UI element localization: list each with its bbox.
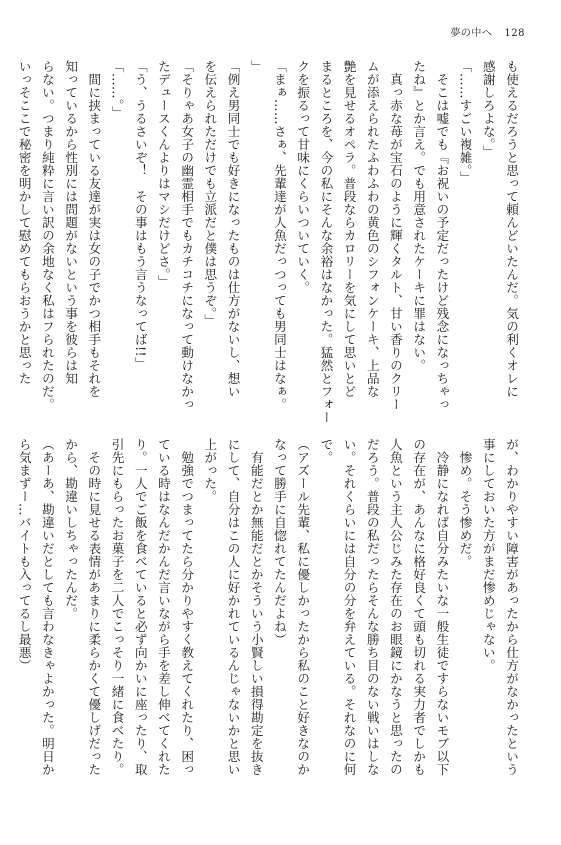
text-line: から、勘違いしちゃったんだ。: [63, 438, 79, 620]
page-number: 128: [504, 28, 525, 39]
text-line: 引先にもらったお菓子を二人でこっそり一緒に食べたり。: [109, 438, 125, 776]
text-line: 「……。」: [109, 60, 125, 119]
text-line: いっそここで秘密を明かして慰めてもらおうかと思った: [16, 60, 32, 385]
text-line: 艶を見せるオペラ。普段ならカロリーを気にして思いとど: [341, 60, 357, 398]
text-line: 感謝しろよな。」: [480, 60, 496, 158]
text-line: らない。つまり純粋に言い訳の余地なく私はフられたのだ。: [39, 60, 55, 411]
text-line: い。それくらいには自分の分を弁えている。それなのに何: [341, 438, 357, 776]
text-line: 有能だとか無能だとかそういう小賢しい損得勘定を抜き: [248, 438, 264, 776]
text-line: 「そりゃあ女子の幽霊相手でもカチコチになって動けなかっ: [179, 60, 195, 411]
text-line: 「例え男同士でも好きになったものは仕方がないし、想い: [225, 60, 241, 398]
text-line: クを振るって甘味にくらいついていく。: [295, 60, 311, 294]
text-line: たデュースくんよりはマシだけどさ。」: [155, 60, 171, 288]
text-line: を伝えられただけでも立派だと僕は思うぞ。」: [202, 60, 218, 327]
text-line: 上がった。: [202, 438, 218, 503]
text-line: 勉強でつまってたら分かりやすく教えてくれたり、困っ: [179, 438, 195, 776]
chapter-title: 夢の中へ: [450, 28, 493, 39]
text-line: 冷静になれば自分みたいな一般生徒ですらないモブ以下: [434, 438, 450, 776]
text-line: （アズール先輩、私に優しかったから私のこと好きなのか: [295, 438, 311, 776]
text-line: なって勝手に自惚れてたんだよね）: [271, 438, 287, 646]
text-line: 知っているから性別には問題がないという事を彼らは知: [63, 60, 79, 385]
text-line: も使えるだろうと思って頼んどいたんだ。気の利くオレに: [504, 60, 519, 398]
text-line: の存在が、あんなに格好良くて頭も切れる実力者でしかも: [411, 438, 427, 776]
text-line: たね』とか言え。でも用意されたケーキに罪はない。: [411, 60, 427, 372]
text-line: が、わかりやすい障害があったから仕方がなかったという: [504, 438, 519, 776]
text-line: にして、自分はこの人に好かれているんじゃないかと思い: [225, 438, 241, 776]
text-line: り。一人でご飯を食べていると必ず向かいに座ったり、取: [132, 438, 148, 776]
text-line: そこは嘘でも『お祝いの予定だったけど残念になっちゃっ: [434, 60, 450, 411]
text-line: 真っ赤な苺が宝石のように輝くタルト、甘い香りのクリー: [387, 60, 403, 411]
text-line: 」: [248, 60, 264, 73]
text-line: で。: [318, 438, 334, 464]
text-block-lower: [16, 438, 523, 784]
text-line: 間に挟まっている友達が実は女の子でかつ相手もそれを: [86, 60, 102, 398]
text-line: 人魚という主人公じみた存在のお眼鏡にかなうと思ったの: [387, 438, 403, 776]
text-line: 「……すごい複雑。」: [457, 60, 473, 184]
text-line: （あーあ、勘違いだとしても言わなきゃよかった。明日か: [39, 438, 55, 776]
text-line: だろう。普段の私だったらそんな勝ち目のない戦いはしな: [364, 438, 380, 776]
text-line: ムが添えられたふわふわの黄色のシフォンケーキ、上品な: [364, 60, 380, 398]
text-line: 「まぁ……さぁ、先輩達が人魚だっつっても男同士はなぁ。: [271, 60, 287, 411]
running-header: [450, 24, 525, 39]
text-line: その時に見せる表情があまりに柔らかくて優しげだった: [86, 438, 102, 776]
text-line: 惨め。そう惨めだ。: [457, 438, 473, 568]
text-line: 「う、うるさいぞ！ その事はもう言うなってば!!」: [132, 60, 148, 370]
text-line: ている時はなんだかんだ言いながら手を差し伸べてくれた: [155, 438, 171, 776]
text-line: ら気まずー…バイトも入ってるし最悪）: [16, 438, 32, 672]
text-line: 事にしておいた方がまだ惨めじゃない。: [480, 438, 496, 672]
text-block-upper: [16, 60, 523, 424]
text-line: まるところを、今の私にそんな余裕はなかった。猛然とフォー: [318, 60, 334, 424]
